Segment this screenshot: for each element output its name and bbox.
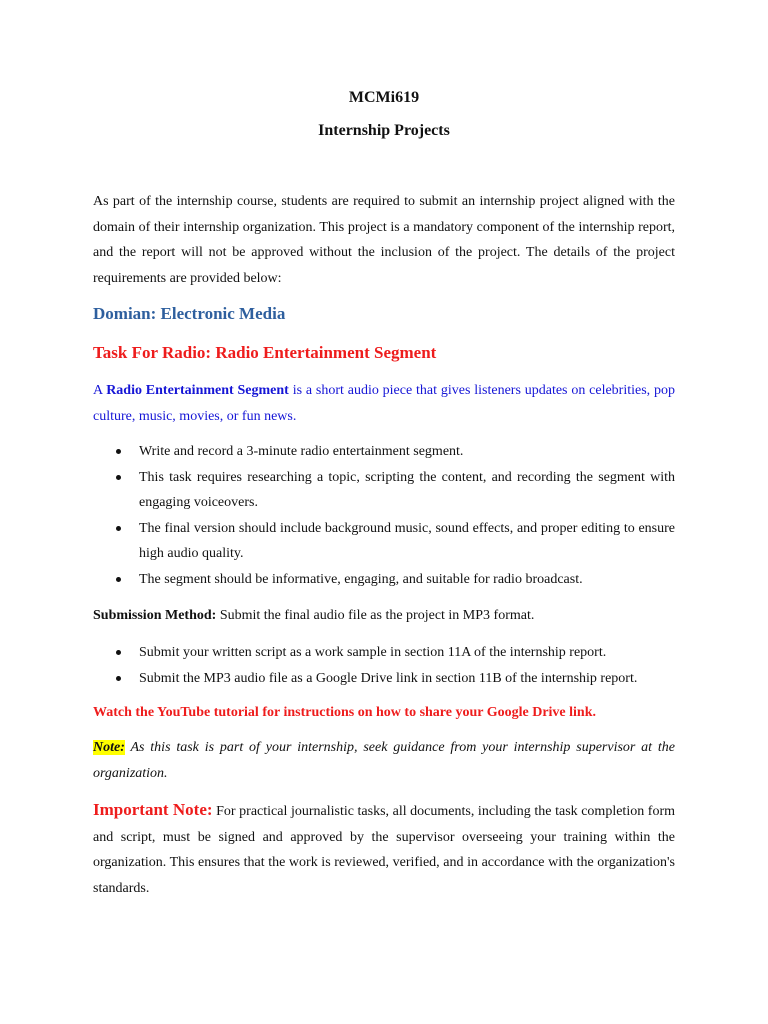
bullet-icon bbox=[116, 526, 121, 531]
list-item bbox=[93, 666, 675, 692]
note-label: Note: bbox=[93, 740, 125, 755]
bullet-icon bbox=[116, 577, 121, 582]
requirement-text: The final version should include background music, sound effects, and proper editing to ensure high audio quality. bbox=[139, 520, 675, 561]
submission-item-text: Submit your written script as a work sample in section 11A of the internship report. bbox=[139, 645, 607, 660]
list-item bbox=[93, 439, 675, 465]
important-note-text: For practical journalistic tasks, all documents, including the task completion form and script, must be signed and approved by the supervisor overseeing your training within the organization. This ensures that the work is reviewed, verified, and in accordance with the organization's standards. bbox=[93, 804, 676, 896]
page-title: Internship Projects bbox=[318, 122, 450, 139]
important-note-label: Important Note: bbox=[93, 800, 213, 819]
important-note-paragraph bbox=[93, 797, 675, 901]
list-item bbox=[93, 516, 675, 567]
requirement-text: Write and record a 3-minute radio entertainment segment. bbox=[139, 444, 464, 459]
list-item bbox=[93, 465, 675, 516]
submission-item-text: Submit the MP3 audio file as a Google Drive link in section 11B of the internship report. bbox=[139, 670, 638, 686]
intro-paragraph: As part of the internship course, students are required to submit an internship project aligned with the domain of their internship organization. This project is a mandatory component of the internship report, and the report will not be approved without the inclusion of the project. The details of the project requirements are provided below: bbox=[93, 194, 675, 286]
note-paragraph bbox=[93, 735, 675, 786]
submission-list bbox=[93, 640, 675, 691]
definition-term: Radio Entertainment Segment bbox=[106, 383, 289, 398]
definition-text: is a short audio piece that gives listeners updates on celebrities, pop culture, music, movies, or fun news. bbox=[93, 383, 676, 424]
requirement-text: This task requires researching a topic, scripting the content, and recording the segment with engaging voiceovers. bbox=[139, 469, 675, 510]
tutorial-notice: Watch the YouTube tutorial for instructions on how to share your Google Drive link. bbox=[93, 705, 597, 720]
list-item bbox=[93, 640, 675, 666]
task-heading: Task For Radio: Radio Entertainment Segment bbox=[93, 343, 437, 362]
domain-heading: Domian: Electronic Media bbox=[93, 304, 286, 323]
bullet-icon bbox=[116, 449, 121, 454]
submission-method bbox=[93, 603, 675, 629]
requirements-list bbox=[93, 439, 675, 592]
definition-paragraph bbox=[93, 378, 675, 429]
submission-label: Submission Method: bbox=[93, 608, 217, 623]
definition-prefix: A bbox=[93, 383, 103, 398]
list-item bbox=[93, 567, 675, 593]
note-text: As this task is part of your internship, seek guidance from your internship supervisor at the organization. bbox=[93, 740, 675, 781]
submission-text: Submit the final audio file as the project in MP3 format. bbox=[219, 608, 535, 623]
requirement-text: The segment should be informative, engaging, and suitable for radio broadcast. bbox=[139, 571, 583, 587]
bullet-icon bbox=[116, 650, 121, 655]
bullet-icon bbox=[116, 475, 121, 480]
bullet-icon bbox=[116, 676, 121, 681]
course-code: MCMi619 bbox=[348, 89, 420, 106]
